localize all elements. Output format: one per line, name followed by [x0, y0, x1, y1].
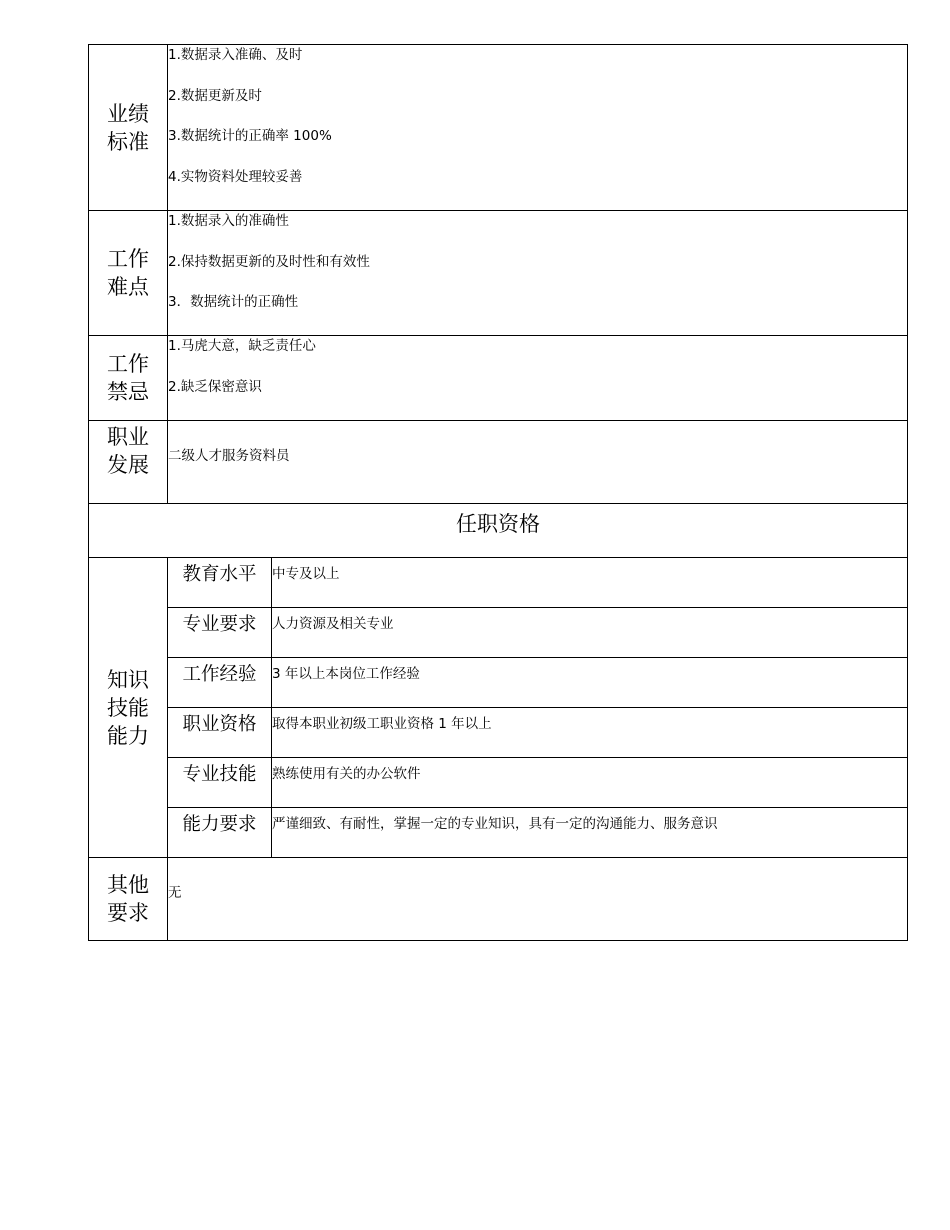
experience-value: 3 年以上本岗位工作经验	[272, 658, 908, 708]
difficulties-content	[168, 211, 908, 336]
professional-skills-value: 熟练使用有关的办公软件	[272, 758, 908, 808]
qualifications-title: 任职资格	[89, 504, 908, 558]
skill-row	[89, 558, 908, 608]
skill-row	[89, 658, 908, 708]
certification-label: 职业资格	[168, 708, 272, 758]
performance-content	[168, 45, 908, 211]
qualifications-row	[89, 504, 908, 558]
performance-item: 1.数据录入准确、及时	[168, 47, 303, 63]
skill-row	[89, 808, 908, 858]
job-description-sheet	[88, 44, 907, 941]
career-content	[168, 421, 908, 504]
difficulty-item: 2.保持数据更新的及时性和有效性	[168, 253, 370, 270]
other-value: 无	[168, 885, 182, 901]
performance-row	[89, 45, 908, 211]
taboo-item: 2.缺乏保密意识	[168, 378, 262, 395]
performance-item: 4.实物资料处理较妥善	[168, 168, 303, 185]
other-content	[168, 858, 908, 941]
skill-row	[89, 708, 908, 758]
performance-item: 3.数据统计的正确率 100%	[168, 128, 332, 144]
difficulty-item: 3．数据统计的正确性	[168, 294, 299, 310]
education-label: 教育水平	[168, 558, 272, 608]
major-value: 人力资源及相关专业	[272, 608, 908, 658]
skill-row	[89, 608, 908, 658]
skill-row	[89, 758, 908, 808]
education-value: 中专及以上	[272, 558, 908, 608]
difficulties-row	[89, 211, 908, 336]
other-row	[89, 858, 908, 941]
other-label: 其他要求	[89, 858, 168, 941]
taboos-label: 工作禁忌	[89, 336, 168, 421]
career-row	[89, 421, 908, 504]
career-value: 二级人才服务资料员	[168, 448, 290, 464]
ability-value: 严谨细致、有耐性，掌握一定的专业知识，具有一定的沟通能力、服务意识	[272, 808, 908, 858]
certification-value: 取得本职业初级工职业资格 1 年以上	[272, 708, 908, 758]
performance-label: 业绩标准	[89, 45, 168, 211]
professional-skills-label: 专业技能	[168, 758, 272, 808]
difficulty-item: 1.数据录入的准确性	[168, 213, 289, 229]
difficulties-label: 工作难点	[89, 211, 168, 336]
taboos-row	[89, 336, 908, 421]
skills-label: 知识技能能力	[89, 558, 168, 858]
job-requirements-table	[88, 44, 908, 941]
performance-item: 2.数据更新及时	[168, 87, 262, 104]
experience-label: 工作经验	[168, 658, 272, 708]
ability-label: 能力要求	[168, 808, 272, 858]
taboo-item: 1.马虎大意，缺乏责任心	[168, 338, 316, 354]
career-label: 职业发展	[89, 421, 168, 504]
major-label: 专业要求	[168, 608, 272, 658]
taboos-content	[168, 336, 908, 421]
